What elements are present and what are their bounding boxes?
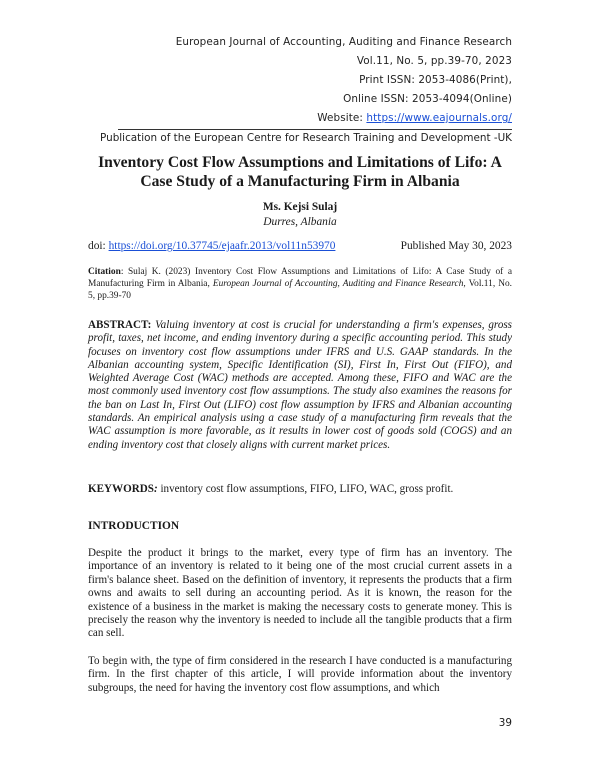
- abstract: [88, 319, 512, 452]
- citation-label: Citation: [88, 267, 121, 277]
- website-link[interactable]: https://www.eajournals.org/: [366, 112, 512, 124]
- doi-link[interactable]: https://doi.org/10.37745/ejaafr.2013/vol11n53970: [108, 240, 336, 252]
- keywords: [88, 483, 512, 495]
- page-number: 39: [498, 717, 512, 729]
- abstract-text: Valuing inventory at cost is crucial for understanding a firm's expenses, gross profit, taxes, net income, and ending inventory during a specific accounting period. This study focuses on inventory cost flow assumptions under IFRS and U.S. GAAP standards. In the Albanian accounting system, Specific Identification (SI), First In, First Out (FIFO), and Weighted Average Cost (WAC) methods are accepted. Among these, FIFO and WAC are the most commonly used inventory cost flow assumptions. The study also examines the reasons for the ban on Last In, First Out (LIFO) cost flow assumption by IFRS and Albanian accounting standards. An empirical analysis using a case study of a manufacturing firm reveals that the WAC assumption is more favorable, as it results in lower cost of goods sold (COGS) and an ending inventory cost that closely aligns with current market prices.: [88, 319, 512, 451]
- citation: [88, 266, 512, 303]
- website-line: [317, 112, 512, 124]
- doi-line: [88, 240, 335, 252]
- keywords-text: inventory cost flow assumptions, FIFO, LIFO, WAC, gross profit.: [157, 483, 454, 495]
- abstract-label: ABSTRACT:: [88, 319, 152, 331]
- online-issn: Online ISSN: 2053-4094(Online): [343, 93, 512, 105]
- journal-name: European Journal of Accounting, Auditing and Finance Research: [175, 36, 512, 48]
- website-label: Website:: [317, 112, 367, 124]
- article-title: Inventory Cost Flow Assumptions and Limitations of Lifo: A Case Study of a Manufacturing Firm in Albania: [98, 154, 502, 190]
- section-heading: INTRODUCTION: [88, 520, 180, 532]
- publisher-line: Publication of the European Centre for Research Training and Development -UK: [100, 132, 512, 144]
- citation-journal: European Journal of Accounting, Auditing and Finance Research: [212, 279, 464, 290]
- paragraph-2: To begin with, the type of firm considered in the research I have conducted is a manufacturing firm. In the first chapter of this article, I will provide information about the inventory subgroups, the need for having the inventory cost flow assumptions, and which: [88, 655, 512, 694]
- print-issn: Print ISSN: 2053-4086(Print),: [359, 74, 512, 86]
- author-affiliation: Durres, Albania: [263, 216, 337, 228]
- keywords-colon: :: [153, 483, 158, 495]
- citation-text-end: , Vol.11, No. 5, pp.39-70: [88, 279, 512, 302]
- author-name: Ms. Kejsi Sulaj: [262, 201, 338, 213]
- volume-info: Vol.11, No. 5, pp.39-70, 2023: [356, 55, 512, 67]
- keywords-label: KEYWORDS: [88, 483, 154, 495]
- header-rule: [118, 129, 512, 130]
- paragraph-1: Despite the product it brings to the market, every type of firm has an inventory. The importance of an inventory is related to it being one of the most crucial current assets in a firm's balance sheet. Based on the definition of inventory, it represents the products that a firm owns and awaits to sell during an accounting period. As it is known, the reason for the existence of a business in the market is making the necessary costs to generate money. This is precisely the reason why the inventory is needed to include all the tangible products that a firm can sell.: [88, 547, 512, 640]
- citation-text-start: : Sulaj K. (2023) Inventory Cost Flow Assumptions and Limitations of Lifo: A Case Study of a Manufacturing Firm in Albania,: [88, 267, 512, 290]
- doi-label: doi:: [88, 240, 109, 252]
- published-date: Published May 30, 2023: [400, 240, 512, 252]
